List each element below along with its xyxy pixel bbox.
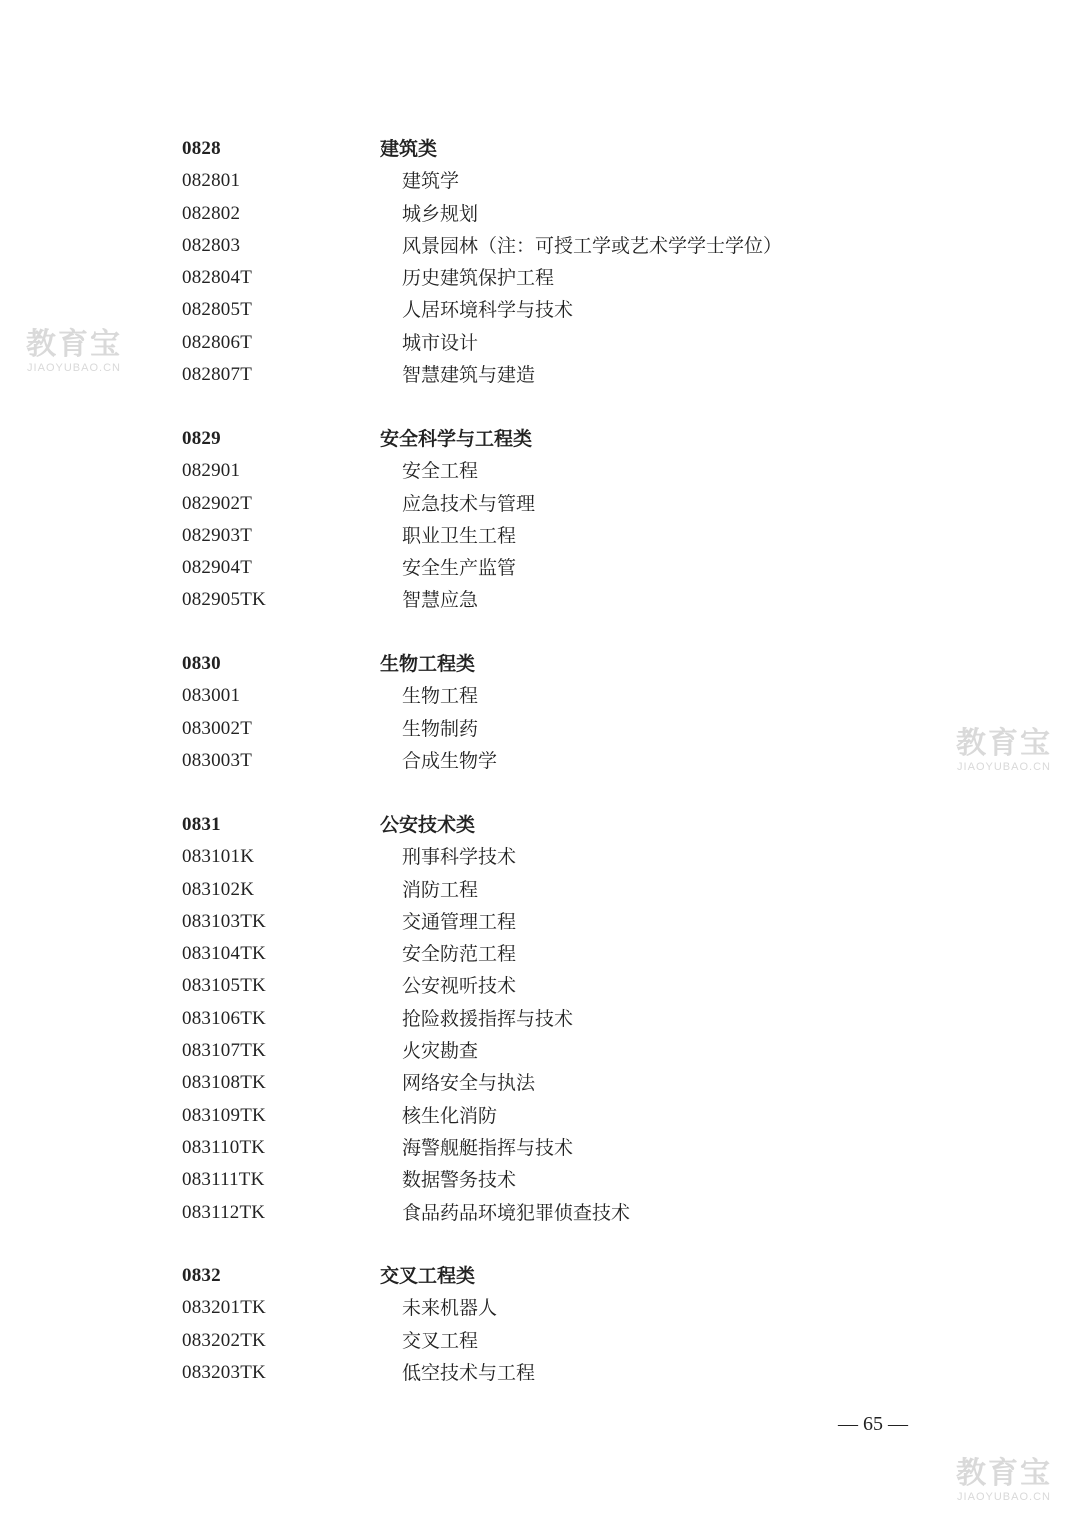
major-name: 风景园林（注：可授工学或艺术学学士学位） [402, 234, 783, 257]
category-code: 0830 [182, 653, 221, 674]
major-name: 智慧建筑与建造 [402, 364, 536, 387]
major-code: 082802 [182, 202, 241, 224]
major-code: 083105TK [182, 975, 266, 997]
major-code: 083108TK [182, 1072, 266, 1094]
category-heading [0, 133, 1080, 165]
major-code: 083109TK [182, 1104, 266, 1126]
major-row [0, 520, 1080, 552]
page-number: — 65 — [838, 1413, 908, 1435]
category-heading [0, 809, 1080, 841]
major-name: 公安视听技术 [402, 975, 517, 998]
major-row [0, 488, 1080, 520]
watermark-logo [948, 727, 1060, 774]
major-row [0, 1292, 1080, 1324]
major-code: 083112TK [182, 1201, 266, 1223]
category-code: 0832 [182, 1265, 221, 1286]
major-code: 083107TK [182, 1040, 266, 1062]
major-row [0, 1197, 1080, 1229]
major-code: 082807T [182, 364, 253, 386]
category-heading [0, 1260, 1080, 1292]
category-group-0830 [0, 648, 1080, 777]
watermark-domain: JIAOYUBAO.CN [27, 362, 121, 374]
category-name: 交叉工程类 [380, 1265, 476, 1287]
major-code: 083202TK [182, 1329, 266, 1351]
major-name: 安全防范工程 [402, 943, 517, 966]
major-code: 082803 [182, 234, 241, 256]
major-name: 消防工程 [402, 878, 479, 901]
major-code: 082901 [182, 460, 241, 482]
major-code: 082806T [182, 331, 253, 353]
watermark-text: 教育宝 [26, 327, 122, 362]
major-code: 082905TK [182, 589, 266, 611]
major-row [0, 198, 1080, 230]
major-code: 082804T [182, 267, 253, 289]
major-name: 交叉工程 [402, 1329, 479, 1352]
major-row [0, 552, 1080, 584]
major-row [0, 455, 1080, 487]
major-row [0, 230, 1080, 262]
category-group-0832 [0, 1260, 1080, 1389]
major-code: 083003T [182, 749, 253, 771]
major-code: 083111TK [182, 1169, 265, 1191]
major-name: 历史建筑保护工程 [402, 267, 555, 290]
major-row [0, 745, 1080, 777]
major-name: 未来机器人 [402, 1297, 498, 1320]
major-name: 人居环境科学与技术 [402, 299, 574, 322]
major-row [0, 841, 1080, 873]
watermark-domain: JIAOYUBAO.CN [957, 761, 1051, 773]
major-row [0, 713, 1080, 745]
major-name: 食品药品环境犯罪侦查技术 [402, 1201, 631, 1224]
major-name: 应急技术与管理 [402, 492, 536, 515]
major-code: 082805T [182, 299, 253, 321]
major-name: 火灾勘查 [402, 1040, 479, 1063]
major-name: 安全生产监管 [402, 557, 517, 580]
major-code: 083110TK [182, 1136, 266, 1158]
major-row [0, 1357, 1080, 1389]
category-group-0829 [0, 423, 1080, 617]
watermark-text: 教育宝 [956, 726, 1052, 761]
category-name: 公安技术类 [380, 814, 476, 836]
category-name: 建筑类 [380, 138, 438, 160]
major-row [0, 165, 1080, 197]
major-row [0, 680, 1080, 712]
major-name: 网络安全与执法 [402, 1072, 536, 1095]
category-heading [0, 648, 1080, 680]
major-name: 抢险救援指挥与技术 [402, 1007, 574, 1030]
major-code: 083104TK [182, 943, 266, 965]
category-group-0831 [0, 809, 1080, 1229]
watermark-text: 教育宝 [956, 1456, 1052, 1491]
major-name: 城市设计 [402, 331, 479, 354]
major-name: 低空技术与工程 [402, 1361, 536, 1384]
major-code: 082904T [182, 557, 253, 579]
major-name: 生物工程 [402, 685, 479, 708]
watermark-logo [948, 1457, 1060, 1504]
major-row [0, 938, 1080, 970]
major-row [0, 874, 1080, 906]
major-code: 082902T [182, 492, 253, 514]
category-group-0828 [0, 133, 1080, 391]
major-code: 082903T [182, 524, 253, 546]
major-name: 职业卫生工程 [402, 524, 517, 547]
major-code: 083001 [182, 685, 241, 707]
major-name: 生物制药 [402, 717, 479, 740]
major-code: 082801 [182, 170, 241, 192]
major-row [0, 294, 1080, 326]
major-row [0, 906, 1080, 938]
major-row [0, 1132, 1080, 1164]
category-code: 0831 [182, 814, 221, 835]
major-name: 建筑学 [402, 170, 460, 193]
major-code: 083201TK [182, 1297, 266, 1319]
major-code: 083101K [182, 846, 255, 868]
major-row [0, 970, 1080, 1002]
major-code: 083103TK [182, 910, 266, 932]
major-row [0, 262, 1080, 294]
major-row [0, 1325, 1080, 1357]
major-name: 安全工程 [402, 460, 479, 483]
major-row [0, 1003, 1080, 1035]
watermark-logo [18, 328, 130, 375]
major-row [0, 327, 1080, 359]
category-name: 生物工程类 [380, 653, 476, 675]
major-row [0, 359, 1080, 391]
major-name: 智慧应急 [402, 589, 479, 612]
major-row [0, 1164, 1080, 1196]
category-heading [0, 423, 1080, 455]
category-name: 安全科学与工程类 [380, 428, 533, 450]
major-name: 核生化消防 [402, 1104, 498, 1127]
major-code: 083002T [182, 717, 253, 739]
major-name: 合成生物学 [402, 749, 498, 772]
major-row [0, 1067, 1080, 1099]
major-name: 海警舰艇指挥与技术 [402, 1136, 574, 1159]
major-name: 数据警务技术 [402, 1169, 517, 1192]
major-row [0, 584, 1080, 616]
major-name: 交通管理工程 [402, 910, 517, 933]
category-code: 0828 [182, 138, 221, 159]
watermark-domain: JIAOYUBAO.CN [957, 1491, 1051, 1503]
major-code: 083102K [182, 878, 255, 900]
major-code: 083203TK [182, 1361, 266, 1383]
major-code: 083106TK [182, 1007, 266, 1029]
major-row [0, 1035, 1080, 1067]
category-code: 0829 [182, 428, 221, 449]
major-row [0, 1100, 1080, 1132]
major-name: 城乡规划 [402, 202, 479, 225]
major-name: 刑事科学技术 [402, 846, 517, 869]
